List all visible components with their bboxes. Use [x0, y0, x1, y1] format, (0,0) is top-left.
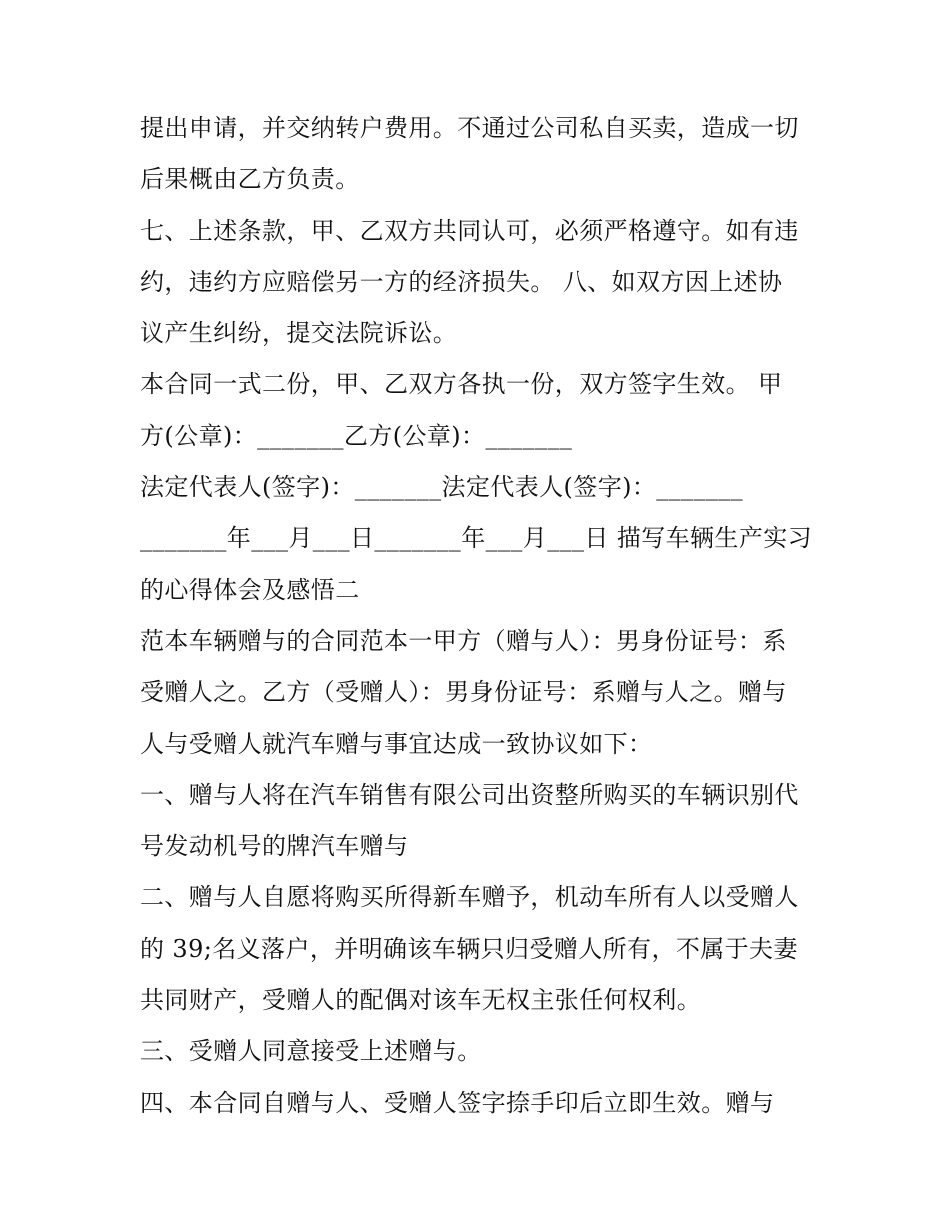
text-line: 范本车辆赠与的合同范本一甲方（赠与人）：男身份证号：系: [140, 626, 787, 655]
text-line: 方(公章)：_______乙方(公章)：_______: [140, 421, 573, 450]
text-line: 约，违约方应赔偿另一方的经济损失。 八、如双方因上述协: [140, 267, 783, 296]
text-line: 四、本合同自赠与人、受赠人签字捺手印后立即生效。赠与: [140, 1088, 775, 1117]
text-line: 受赠人之。乙方（受赠人）：男身份证号：系赠与人之。赠与: [140, 678, 787, 707]
text-line: 共同财产，受赠人的配偶对该车无权主张任何权利。: [140, 986, 702, 1015]
text-line: 的 39;名义落户，并明确该车辆只归受赠人所有，不属于夫妻: [140, 934, 798, 963]
text-line: 一、赠与人将在汽车销售有限公司出资整所购买的车辆识别代: [140, 780, 799, 809]
text-line: _______年___月___日_______年___月___日 描写车辆生产实习: [140, 524, 813, 553]
text-line: 提出申请，并交纳转户费用。不通过公司私自买卖，造成一切: [140, 114, 799, 142]
text-line: 号发动机号的牌汽车赠与: [140, 832, 409, 861]
text-line: 三、受赠人同意接受上述赠与。: [140, 1037, 482, 1066]
text-line: 人与受赠人就汽车赠与事宜达成一致协议如下：: [140, 729, 653, 758]
text-line: 后果概由乙方负责。: [140, 165, 360, 194]
text-line: 的心得体会及感悟二: [140, 575, 360, 604]
text-line: 法定代表人(签字)：_______法定代表人(签字)：_______: [140, 473, 744, 502]
document-body: [140, 103, 820, 1129]
text-line: 二、赠与人自愿将购买所得新车赠予，机动车所有人以受赠人: [140, 883, 799, 912]
text-line: 七、上述条款，甲、乙双方共同认可，必须严格遵守。如有违: [140, 216, 799, 245]
text-line: 本合同一式二份，甲、乙双方各执一份，双方签字生效。 甲: [140, 370, 783, 399]
text-line: 议产生纠纷，提交法院诉讼。: [140, 319, 458, 348]
